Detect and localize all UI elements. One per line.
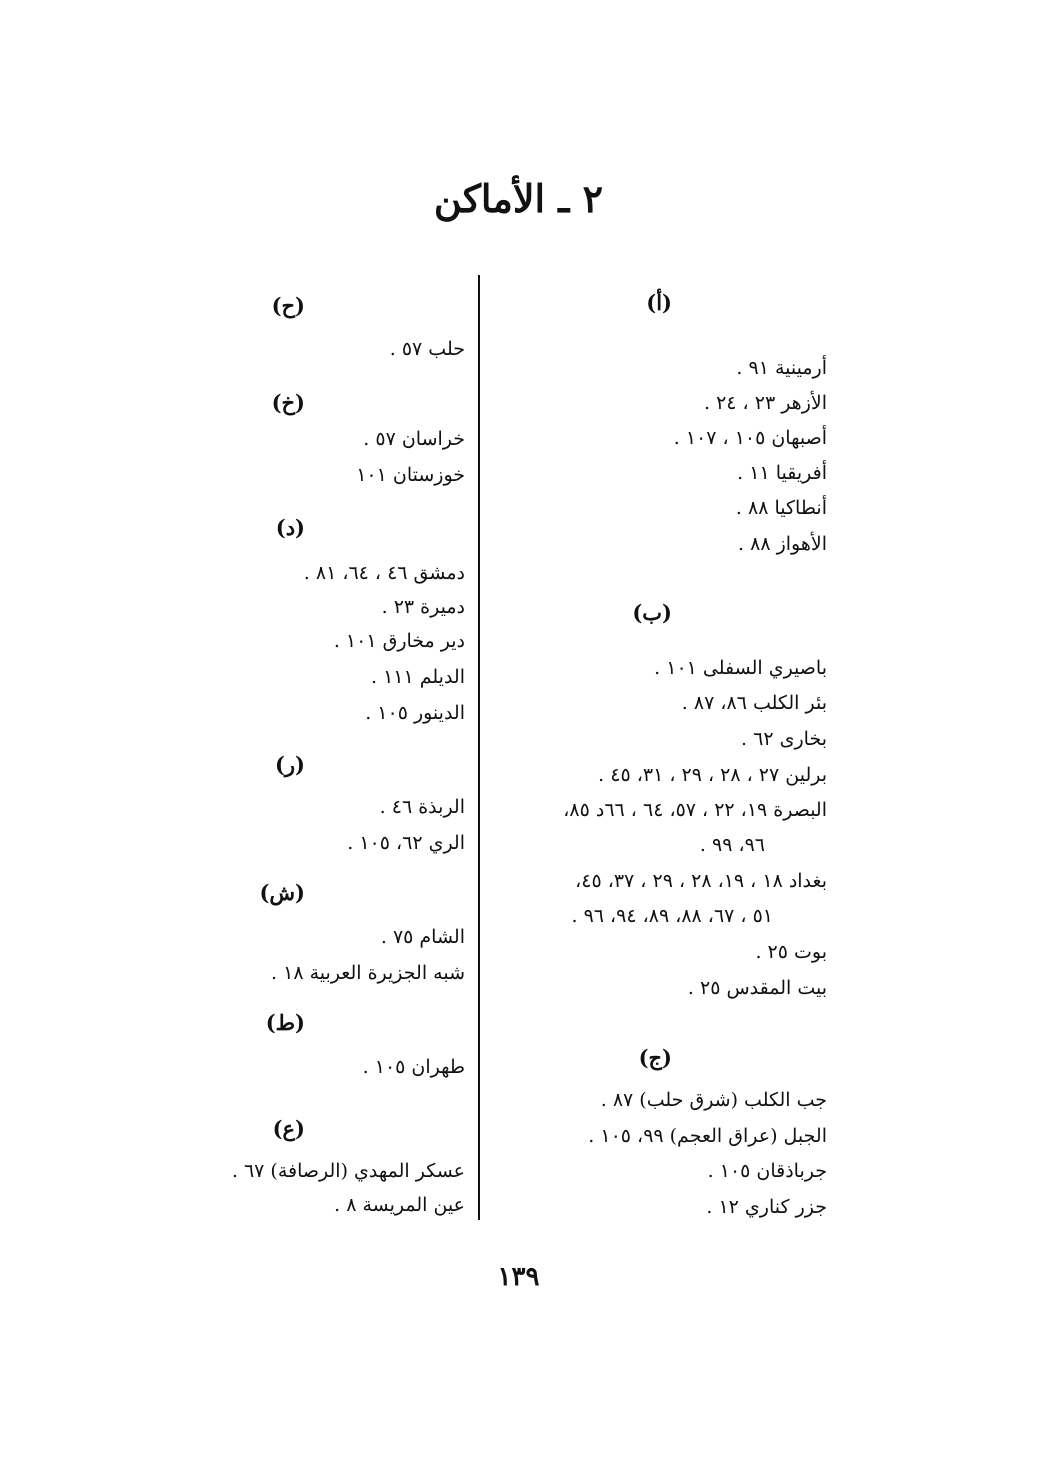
index-entry: برلين ٢٧ ، ٢٨ ، ٢٩ ، ٣١، ٤٥ .	[598, 764, 827, 786]
page-number: ١٣٩	[497, 1262, 540, 1292]
index-entry: أنطاكيا ٨٨ .	[735, 497, 827, 519]
index-entry: خراسان ٥٧ .	[363, 428, 465, 450]
index-entry-continuation: ٥١ ، ٦٧، ٨٨، ٨٩، ٩٤، ٩٦ .	[571, 905, 773, 927]
index-entry: عين المريسة ٨ .	[334, 1194, 465, 1216]
index-entry: بئر الكلب ٨٦، ٨٧ .	[681, 692, 827, 714]
index-entry: الأزهر ٢٣ ، ٢٤ .	[704, 392, 827, 414]
index-entry: دير مخارق ١٠١ .	[333, 630, 465, 652]
index-entry: دمشق ٤٦ ، ٦٤، ٨١ .	[303, 562, 465, 584]
section-letter-header: (ح)	[271, 293, 305, 318]
index-entry: حلب ٥٧ .	[389, 338, 465, 360]
index-entry: أرمينية ٩١ .	[736, 357, 827, 379]
index-entry: أفريقيا ١١ .	[737, 462, 827, 484]
index-entry: البصرة ١٩، ٢٢ ، ٥٧، ٦٤ ، ٦٦د ٨٥،	[563, 799, 827, 821]
page-title: ٢ ـ الأماكن	[433, 176, 604, 221]
index-entry: دميرة ٢٣ .	[381, 596, 465, 618]
index-entry: الدينور ١٠٥ .	[365, 702, 465, 724]
index-entry: بخارى ٦٢ .	[741, 728, 827, 750]
index-entry: جب الكلب (شرق حلب) ٨٧ .	[600, 1089, 827, 1111]
index-entry: بيت المقدس ٢٥ .	[687, 977, 827, 999]
index-entry: بوت ٢٥ .	[755, 941, 827, 963]
index-entry: الديلم ١١١ .	[370, 666, 465, 688]
column-divider	[478, 275, 480, 1220]
index-entry: الربذة ٤٦ .	[379, 796, 465, 818]
section-letter-header: (د)	[275, 515, 305, 540]
index-entry: خوزستان ١٠١	[356, 464, 465, 486]
section-letter-header: (خ)	[271, 390, 305, 415]
section-letter-header: (ب)	[632, 600, 672, 625]
index-entry: الجبل (عراق العجم) ٩٩، ١٠٥ .	[588, 1125, 827, 1147]
index-entry: شبه الجزيرة العربية ١٨ .	[271, 962, 465, 984]
index-entry: الأهواز ٨٨ .	[738, 533, 827, 555]
index-entry: الري ٦٢، ١٠٥ .	[347, 832, 465, 854]
index-entry: باصيري السفلى ١٠١ .	[654, 657, 827, 679]
index-entry: عسكر المهدي (الرصافة) ٦٧ .	[231, 1160, 465, 1182]
index-entry: جرباذقان ١٠٥ .	[707, 1160, 827, 1182]
section-letter-header: (ج)	[638, 1045, 672, 1070]
section-letter-header: (ش)	[259, 880, 305, 905]
index-entry: طهران ١٠٥ .	[362, 1056, 465, 1078]
index-entry-continuation: ٩٦، ٩٩ .	[699, 834, 765, 856]
index-entry: جزر كناري ١٢ .	[706, 1196, 827, 1218]
section-letter-header: (ع)	[272, 1116, 305, 1141]
index-entry: أصبهان ١٠٥ ، ١٠٧ .	[673, 427, 827, 449]
section-letter-header: (ر)	[274, 752, 305, 777]
section-letter-header: (ط)	[265, 1010, 305, 1035]
index-entry: بغداد ١٨ ، ١٩، ٢٨ ، ٢٩ ، ٣٧، ٤٥،	[575, 870, 827, 892]
section-letter-header: (أ)	[646, 290, 672, 315]
index-entry: الشام ٧٥ .	[380, 926, 465, 948]
